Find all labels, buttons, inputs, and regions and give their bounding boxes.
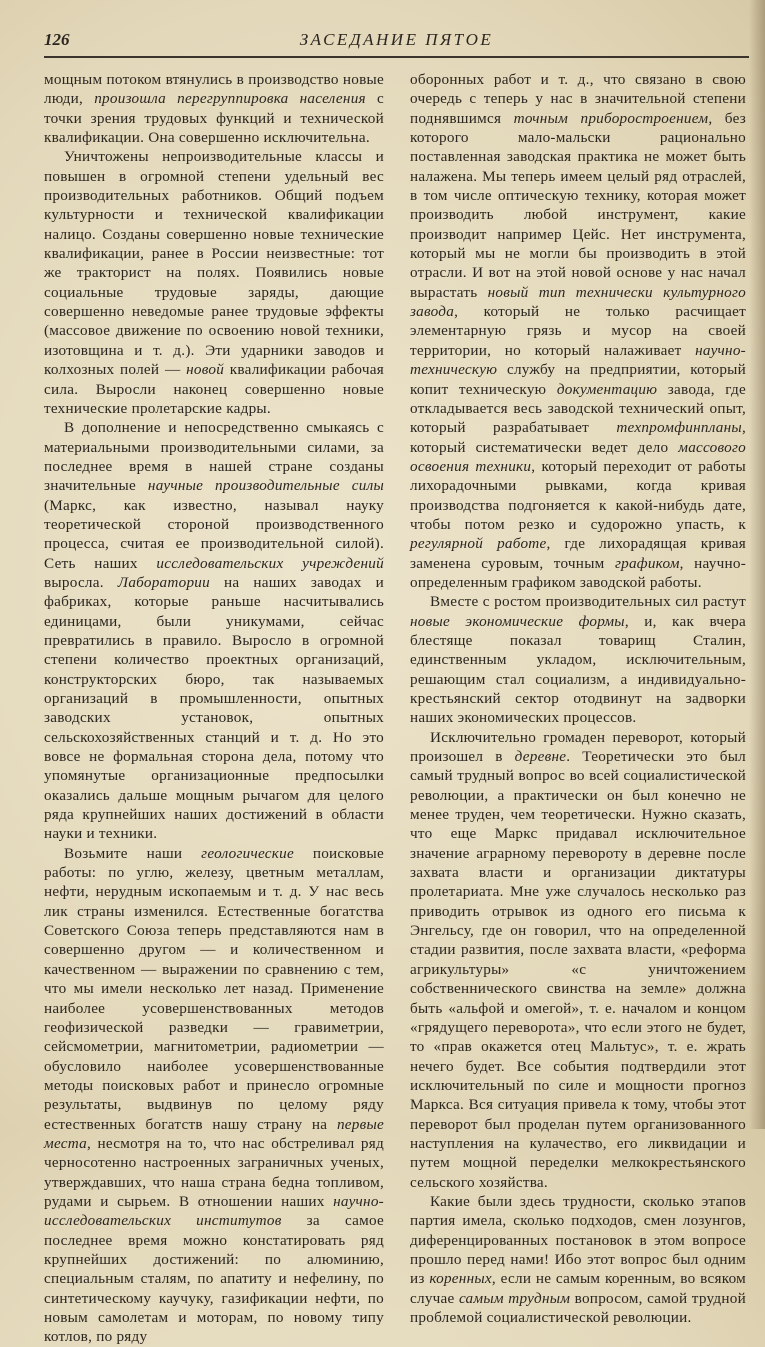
emphasized-text: документацию bbox=[556, 380, 658, 398]
emphasized-text: первые места bbox=[44, 1115, 384, 1152]
text-run: , который не только расчищает элементарную грязь и мусор на своей территории, но который налаживает bbox=[410, 303, 746, 359]
emphasized-text: деревне bbox=[514, 748, 567, 766]
text-run: В дополнение и непосредственно смыкаясь с материальными производительными силами, за последнее время в нашей стране созданы значительные bbox=[44, 419, 384, 495]
text-run: Исключительно громаден переворот, который произошел в bbox=[410, 728, 746, 766]
emphasized-text: самым трудным bbox=[458, 1289, 571, 1307]
book-spine-shadow bbox=[749, 0, 765, 1129]
text-run: , если не самым коренным, во всяком случае bbox=[410, 1270, 746, 1307]
emphasized-text: научно-техническую bbox=[410, 341, 746, 379]
text-run: , и, как вчера блестяще показал товарищ Сталин, единственным укладом, исключительным, решающим стал социализм, а индивидуально-крестьянский сектор отодвинут на задворки наших экономических процессов. bbox=[410, 612, 746, 727]
emphasized-text: Лаборатории bbox=[117, 573, 210, 591]
emphasized-text: научные производительные силы bbox=[147, 477, 384, 495]
text-column-right bbox=[410, 70, 746, 1327]
text-run: оборонных работ и т. д., что связано в свою очередь с теперь у нас в значительной степени поднявшимся bbox=[410, 71, 746, 127]
page-header bbox=[44, 26, 749, 58]
text-run: квалификации рабочая сила. Выросли наконец совершенно новые технические пролетарские кадры. bbox=[44, 361, 384, 417]
text-run: выросла. bbox=[44, 573, 118, 591]
text-run: с точки зрения трудовых функций и технической квалификации. Она совершенно исключительна. bbox=[44, 90, 384, 147]
text-run: вопросом, самой трудной проблемой социалистической революции. bbox=[410, 1289, 746, 1326]
text-column-left bbox=[44, 70, 384, 1347]
text-run: , научно-определенным графиком заводской работы. bbox=[410, 554, 747, 591]
text-run: за самое последнее время можно констатировать ряд крупнейших достижений: по алюминию, специальным сталям, по апатиту и нефелину, по синтетическому каучуку, газификации нефти, по новым самолетам и моторам, по новому типу котлов, по ряду bbox=[44, 1212, 384, 1346]
emphasized-text: произошла перегруппировка населения bbox=[94, 90, 366, 108]
emphasized-text: исследовательских учреждений bbox=[156, 554, 384, 572]
text-run: , который систематически ведет дело bbox=[410, 419, 746, 456]
running-title: ЗАСЕДАНИЕ ПЯТОЕ bbox=[299, 30, 494, 49]
emphasized-text: научно-исследовательских институтов bbox=[44, 1192, 384, 1230]
text-run: поисковые работы: по углю, железу, цветным металлам, нефти, нерудным ископаемым и т. д. У нас весь лик страны изменился. Естественные богатства Советского Союза теперь представляются нам в совершенно другом — и количественном и качественном — выражении по сравнению с тем, что мы имели несколько лет назад. Применение наиболее усовершенствованных методов геофизической разведки — гравиметрии, сейсмометрии, магнитометрии, радиометрии — обусловило наиболее усовершенствованные методы поисковых работ и принесло огромные результаты, выдвинув по целому ряду естественных богатств нашу страну на bbox=[44, 844, 384, 1133]
paragraph bbox=[44, 70, 384, 147]
text-run: службу на предприятии, который копит техническую bbox=[410, 361, 746, 398]
text-run: Какие были здесь трудности, сколько этапов партия имела, сколько подходов, смен лозунгов, диференцированных постановок в этом вопросе прошло перед нами! Ибо этот вопрос был одним из bbox=[410, 1192, 746, 1288]
text-run: , который переходит от работы лихорадочными рывками, когда кривая производства подгоняется к какой-нибудь дате, чтобы потом резко и судорожно упасть, к bbox=[410, 457, 746, 533]
paragraph bbox=[44, 418, 384, 844]
emphasized-text: новые экономические формы bbox=[410, 612, 625, 630]
page-number: 126 bbox=[44, 30, 70, 49]
paragraph bbox=[44, 147, 384, 418]
text-run: Возьмите наши bbox=[64, 844, 202, 862]
emphasized-text: новой bbox=[186, 361, 225, 379]
emphasized-text: геологические bbox=[201, 844, 294, 862]
emphasized-text: коренных bbox=[429, 1270, 492, 1288]
text-run: , без которого мало-мальски рационально поставленная заводская практика не может быть налажена. Мы теперь имеем целый ряд отраслей, в том числе оптическую технику, которая может производить любой инструмент, какие производит например Цейс. Нет инструмента, который мы не могли бы производить в этой отрасли. И вот на этой новой основе у нас начал вырастать bbox=[410, 109, 747, 301]
emphasized-text: техпромфинпланы bbox=[616, 419, 742, 437]
emphasized-text: массового освоения техники bbox=[410, 438, 746, 475]
emphasized-text: точным приборостроением bbox=[513, 109, 709, 127]
text-run: , несмотря на то, что нас обстреливал ряд черносотенно настроенных заграничных ученых, утверждавших, что наша страна бедна топливом, рудами и сырьем. В отношении наших bbox=[44, 1134, 384, 1210]
text-run: (Маркс, как известно, называл науку теоретической стороной производственного процесса, считая ее производительной силой). Сеть наших bbox=[44, 496, 384, 572]
text-run: завода, где откладывается весь заводской технический опыт, который разрабатывает bbox=[410, 380, 746, 437]
paragraph bbox=[410, 592, 746, 727]
text-run: мощным потоком втянулись в производство новые люди, bbox=[44, 71, 384, 108]
text-run: на наших заводах и фабриках, которые раньше насчитывались единицами, были уникумами, сейчас превратились в правило. Выросло в огромной степени количество проектных организаций, конструкторских бюро, так называемых организаций в промышленности, опытных заводских установок, опытных сельскохозяйственных станций и т. д. Но это вовсе не формальная сторона дела, потому что упомянутые организационные предпосылки оказались дальше мощным рычагом для целого ряда крупнейших наших достижений в области науки и техники. bbox=[44, 573, 384, 843]
emphasized-text: графиком bbox=[614, 554, 680, 572]
paragraph bbox=[44, 844, 384, 1347]
text-run: , где лихорадящая кривая заменена суровым, точным bbox=[410, 535, 746, 572]
emphasized-text: новый тип технически культурного завода bbox=[410, 283, 746, 321]
text-run: Вместе с ростом производительных сил растут bbox=[430, 593, 746, 611]
paragraph bbox=[410, 728, 746, 1192]
paragraph bbox=[410, 1192, 746, 1327]
paragraph bbox=[410, 70, 746, 592]
text-run: Уничтожены непроизводительные классы и повышен в огромной степени удельный вес производительных работников. Общий подъем культурности и технической квалификации налицо. Созданы совершенно новые технические квалификации, ранее в России неизвестные: тот же тракторист на полях. Появились новые социальные трудовые заряды, дающие совершенно неведомые ранее трудовые эффекты (массовое движение по освоению новой техники, изотовщина и т. д.). Эти ударники заводов и колхозных полей — bbox=[44, 148, 384, 379]
text-run: . Теоретически это был самый трудный вопрос во всей социалистической революции, а практически он был конечно не менее труден, чем теоретически. Нужно сказать, что еще Маркс придавал исключительное значение аграрному перевороту в деревне после захвата власти и организации диктатуры пролетариата. Мне уже случалось несколько раз приводить отрывок из одного его письма к Энгельсу, где он говорил, что на определенной стадии развития, после захвата власти, «реформа агрикультуры» «с уничтожением собственнического свинства на земле» должна быть «альфой и омегой», т. е. началом и концом «грядущего переворота», что если этого не будет, то «прав окажется отец Мальтус», т. е. жрать нечего будет. Все события подтвердили этот исключительный по силе и мощности прогноз Маркса. Вся ситуация привела к тому, чтобы этот переворот был проделан путем организованного наступления на кулачество, его ликвидации и путем мощной переделки мелкокрестьянского сельского хозяйства. bbox=[410, 748, 746, 1191]
emphasized-text: регулярной работе bbox=[410, 535, 547, 553]
